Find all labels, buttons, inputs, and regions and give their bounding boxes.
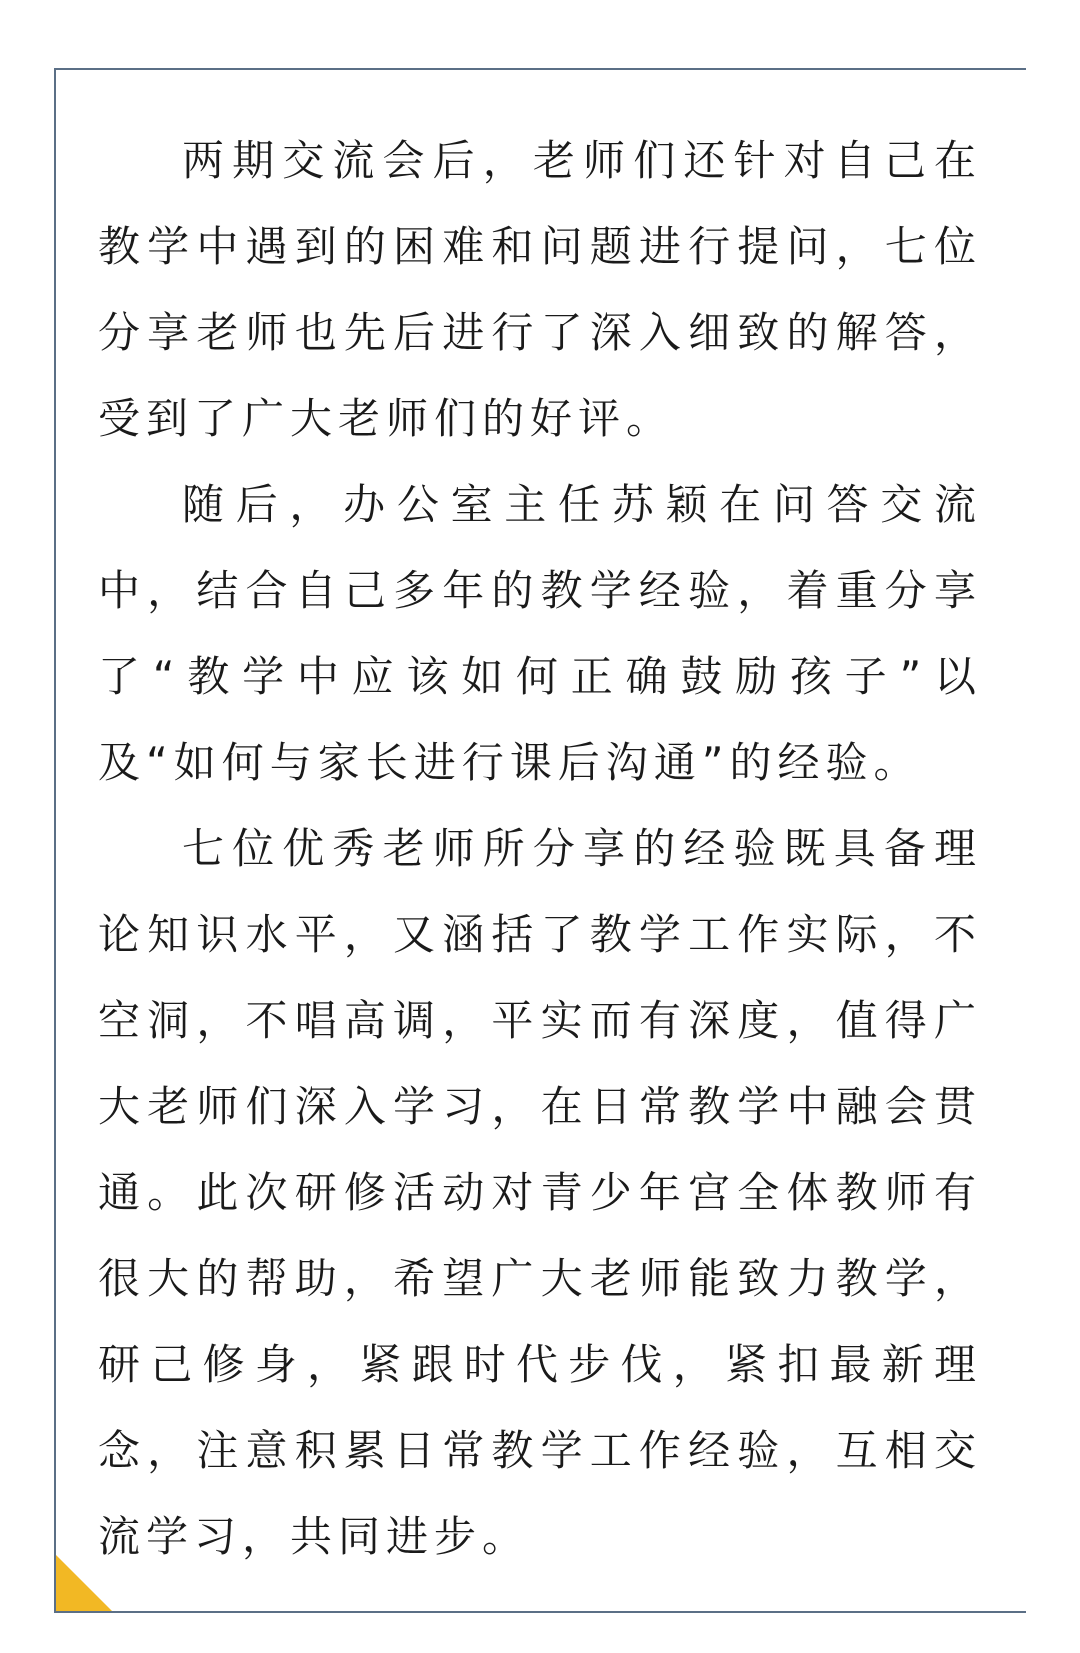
paragraph-2: 随后，办公室主任苏颖在问答交流中，结合自己多年的教学经验，着重分享了“教学中应该如何正确鼓励孩子”以及“如何与家长进行课后沟通”的经验。 xyxy=(98,480,982,787)
paragraph-1: 两期交流会后，老师们还针对自己在教学中遇到的困难和问题进行提问，七位分享老师也先后进行了深入细致的解答，受到了广大老师们的好评。 xyxy=(98,136,982,443)
article-body xyxy=(98,118,982,1580)
paragraph-3: 七位优秀老师所分享的经验既具备理论知识水平，又涵括了教学工作实际，不空洞，不唱高调，平实而有深度，值得广大老师们深入学习，在日常教学中融会贯通。此次研修活动对青少年宫全体教师有很大的帮助，希望广大老师能致力教学，研己修身，紧跟时代步伐，紧扣最新理念，注意积累日常教学工作经验，互相交流学习，共同进步。 xyxy=(98,824,982,1561)
